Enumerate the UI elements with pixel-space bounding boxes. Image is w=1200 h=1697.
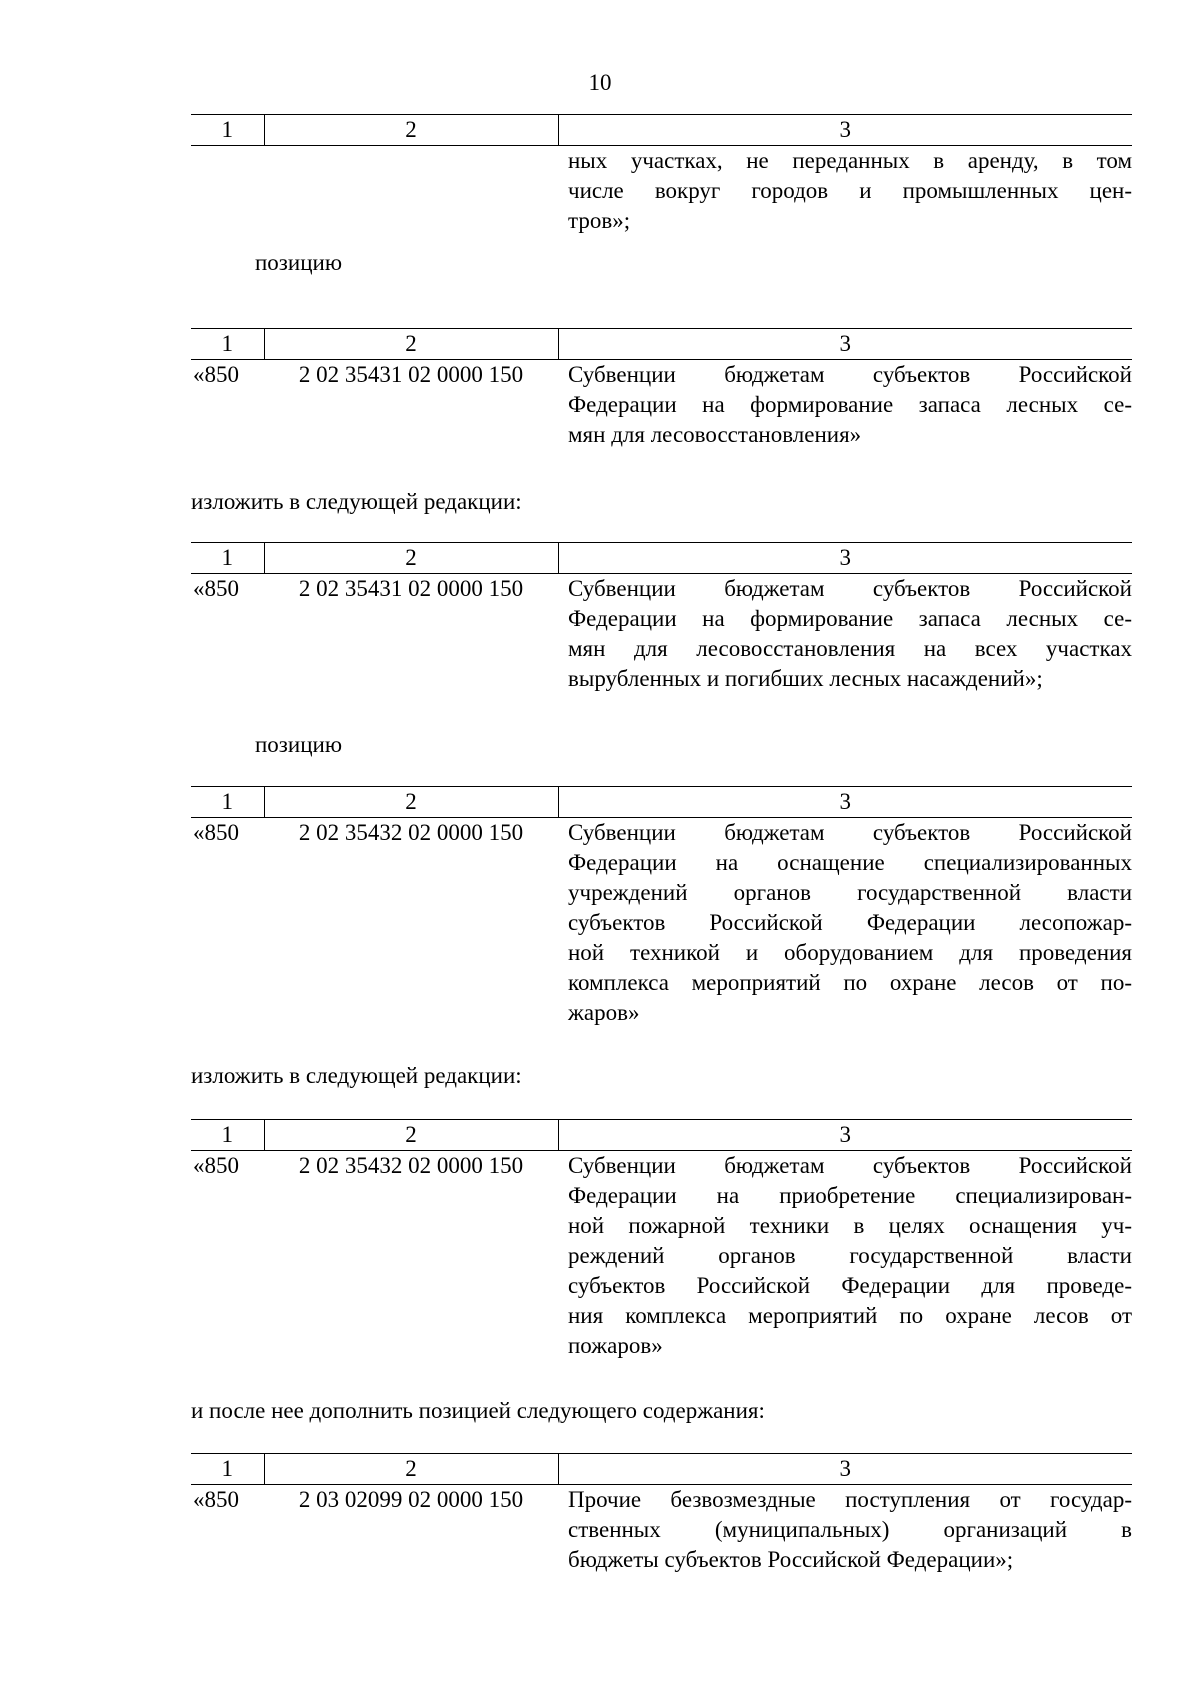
- column-header-1: 1: [191, 543, 264, 574]
- column-header-3: 3: [558, 329, 1132, 360]
- description-line: ной техникой и оборудованием для проведения: [568, 940, 1132, 965]
- column-header-2: 2: [264, 543, 558, 574]
- position-description: [558, 818, 1132, 1029]
- column-header-3: 3: [558, 1120, 1132, 1151]
- description-line: числе вокруг городов и промышленных цен-: [568, 178, 1132, 203]
- budget-classification-code: 2 03 02099 02 0000 150: [298, 1487, 524, 1512]
- table-header-row: [191, 543, 1132, 574]
- position-table: [191, 328, 1132, 450]
- description-line: Федерации на формирование запаса лесных се-: [568, 392, 1132, 417]
- description-line: жаров»: [568, 1000, 640, 1025]
- column-header-1: 1: [191, 329, 264, 360]
- column-header-1: 1: [191, 787, 264, 818]
- position-description: [558, 574, 1132, 695]
- description-line: ственных (муниципальных) организаций в: [568, 1517, 1132, 1542]
- description-line: мян для лесовосстановления»: [568, 422, 862, 447]
- position-code: «850: [193, 576, 239, 601]
- instruction-paragraph: позицию: [255, 732, 343, 757]
- budget-classification-code: 2 02 35431 02 0000 150: [298, 576, 524, 601]
- position-description: [558, 1485, 1132, 1576]
- instruction-paragraph: позицию: [255, 250, 343, 275]
- page-number: 10: [588, 70, 612, 95]
- position-description: [558, 1151, 1132, 1362]
- column-header-3: 3: [558, 115, 1132, 146]
- budget-classification-code: 2 02 35431 02 0000 150: [298, 362, 524, 387]
- table-header-row: [191, 329, 1132, 360]
- column-header-3: 3: [558, 787, 1132, 818]
- table-header-row: [191, 1454, 1132, 1485]
- column-header-2: 2: [264, 1454, 558, 1485]
- column-header-2: 2: [264, 329, 558, 360]
- description-line: Федерации на формирование запаса лесных се-: [568, 606, 1132, 631]
- table-row: [191, 1485, 1132, 1576]
- table-row: [191, 146, 1132, 237]
- description-line: Субвенции бюджетам субъектов Российской: [568, 1153, 1132, 1178]
- column-header-2: 2: [264, 787, 558, 818]
- column-header-2: 2: [264, 115, 558, 146]
- table-row: [191, 818, 1132, 1029]
- column-header-3: 3: [558, 1454, 1132, 1485]
- description-line: ной пожарной техники в целях оснащения уч-: [568, 1213, 1132, 1238]
- budget-classification-code: 2 02 35432 02 0000 150: [298, 820, 524, 845]
- budget-classification-code: 2 02 35432 02 0000 150: [298, 1153, 524, 1178]
- position-code: «850: [193, 362, 239, 387]
- description-line: вырубленных и погибших лесных насаждений»;: [568, 666, 1043, 691]
- instruction-paragraph: и после нее дополнить позицией следующего содержания:: [191, 1398, 765, 1423]
- description-line: Субвенции бюджетам субъектов Российской: [568, 576, 1132, 601]
- column-header-1: 1: [191, 1120, 264, 1151]
- position-description: [558, 360, 1132, 451]
- table-row: [191, 574, 1132, 695]
- column-header-2: 2: [264, 1120, 558, 1151]
- instruction-paragraph: изложить в следующей редакции:: [191, 489, 522, 514]
- description-line: Федерации на оснащение специализированных: [568, 850, 1132, 875]
- description-line: пожаров»: [568, 1333, 663, 1358]
- description-line: ных участках, не переданных в аренду, в том: [568, 148, 1132, 173]
- position-code: «850: [193, 1487, 239, 1512]
- column-header-1: 1: [191, 115, 264, 146]
- description-line: субъектов Российской Федерации лесопожар-: [568, 910, 1132, 935]
- column-header-3: 3: [558, 543, 1132, 574]
- position-code: «850: [193, 1153, 239, 1178]
- table-header-row: [191, 115, 1132, 146]
- table-header-row: [191, 1120, 1132, 1151]
- description-line: тров»;: [568, 208, 631, 233]
- description-line: бюджеты субъектов Российской Федерации»;: [568, 1547, 1014, 1572]
- description-line: мян для лесовосстановления на всех участках: [568, 636, 1132, 661]
- position-code: «850: [193, 820, 239, 845]
- column-header-1: 1: [191, 1454, 264, 1485]
- budget-classification-code: [264, 146, 558, 237]
- description-line: ния комплекса мероприятий по охране лесов от: [568, 1303, 1132, 1328]
- description-line: Субвенции бюджетам субъектов Российской: [568, 820, 1132, 845]
- description-line: комплекса мероприятий по охране лесов от по-: [568, 970, 1132, 995]
- table-row: [191, 1151, 1132, 1362]
- position-table: [191, 1119, 1132, 1361]
- position-table: [191, 786, 1132, 1028]
- table-header-row: [191, 787, 1132, 818]
- description-line: учреждений органов государственной власти: [568, 880, 1132, 905]
- position-description: [558, 146, 1132, 237]
- description-line: Прочие безвозмездные поступления от государ-: [568, 1487, 1132, 1512]
- table-row: [191, 360, 1132, 451]
- description-line: Субвенции бюджетам субъектов Российской: [568, 362, 1132, 387]
- position-code: [191, 146, 264, 237]
- continuation-table: [191, 114, 1132, 236]
- instruction-paragraph: изложить в следующей редакции:: [191, 1063, 522, 1088]
- description-line: субъектов Российской Федерации для проведе-: [568, 1273, 1132, 1298]
- description-line: Федерации на приобретение специализирован-: [568, 1183, 1132, 1208]
- position-table: [191, 1453, 1132, 1575]
- description-line: реждений органов государственной власти: [568, 1243, 1132, 1268]
- position-table: [191, 542, 1132, 694]
